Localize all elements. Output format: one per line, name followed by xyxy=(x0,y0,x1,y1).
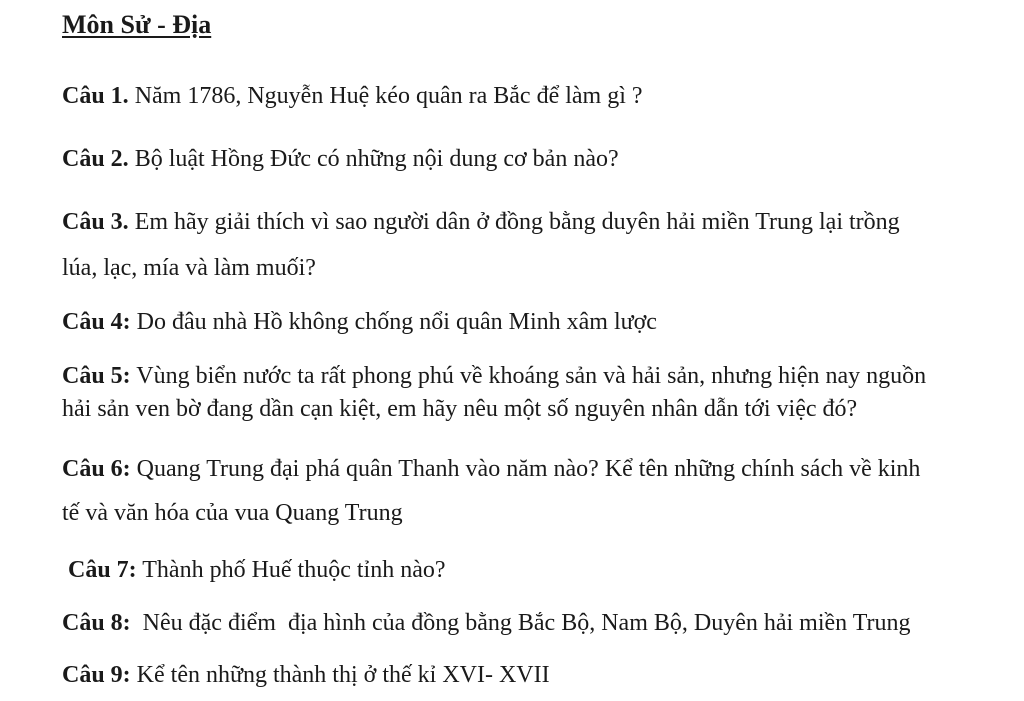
question-label: Câu 3. xyxy=(62,209,129,235)
question-7 xyxy=(68,557,1013,584)
question-text-continued: tế và văn hóa của vua Quang Trung xyxy=(62,500,403,526)
question-text-continued: lúa, lạc, mía và làm muối? xyxy=(62,255,316,281)
question-text: Bộ luật Hồng Đức có những nội dung cơ bản nào? xyxy=(134,146,619,172)
question-text: Do đâu nhà Hồ không chống nổi quân Minh xâm lược xyxy=(136,309,657,335)
question-1 xyxy=(62,83,1007,110)
question-text: Vùng biển nước ta rất phong phú về khoáng sản và hải sản, nhưng hiện nay nguồn xyxy=(136,363,927,389)
question-text: Em hãy giải thích vì sao người dân ở đồng bằng duyên hải miền Trung lại trồng xyxy=(134,209,900,235)
question-6 xyxy=(62,447,1007,535)
question-label: Câu 8: xyxy=(62,610,131,636)
question-text: Năm 1786, Nguyễn Huệ kéo quân ra Bắc để làm gì ? xyxy=(134,83,643,109)
question-text: Nêu đặc điểm địa hình của đồng bằng Bắc Bộ, Nam Bộ, Duyên hải miền Trung xyxy=(136,610,911,636)
document-title: Môn Sử - Địa xyxy=(62,10,212,39)
question-text: Quang Trung đại phá quân Thanh vào năm nào? Kể tên những chính sách về kinh xyxy=(136,456,921,482)
question-2 xyxy=(62,146,1007,173)
question-5 xyxy=(62,360,1007,426)
question-3 xyxy=(62,199,1007,291)
question-text-continued: hải sản ven bờ đang dần cạn kiệt, em hãy nêu một số nguyên nhân dẫn tới việc đó? xyxy=(62,396,858,422)
question-label: Câu 1. xyxy=(62,83,129,109)
question-text: Thành phố Huế thuộc tỉnh nào? xyxy=(142,557,446,583)
question-8 xyxy=(62,610,1007,637)
question-label: Câu 2. xyxy=(62,146,129,172)
question-label: Câu 7: xyxy=(68,557,137,583)
question-4 xyxy=(62,309,1007,336)
question-label: Câu 5: xyxy=(62,363,131,389)
question-label: Câu 9: xyxy=(62,662,131,688)
question-label: Câu 6: xyxy=(62,456,131,482)
question-text: Kể tên những thành thị ở thế kỉ XVI- XVII xyxy=(136,662,550,688)
question-9 xyxy=(62,662,1007,689)
question-label: Câu 4: xyxy=(62,309,131,335)
